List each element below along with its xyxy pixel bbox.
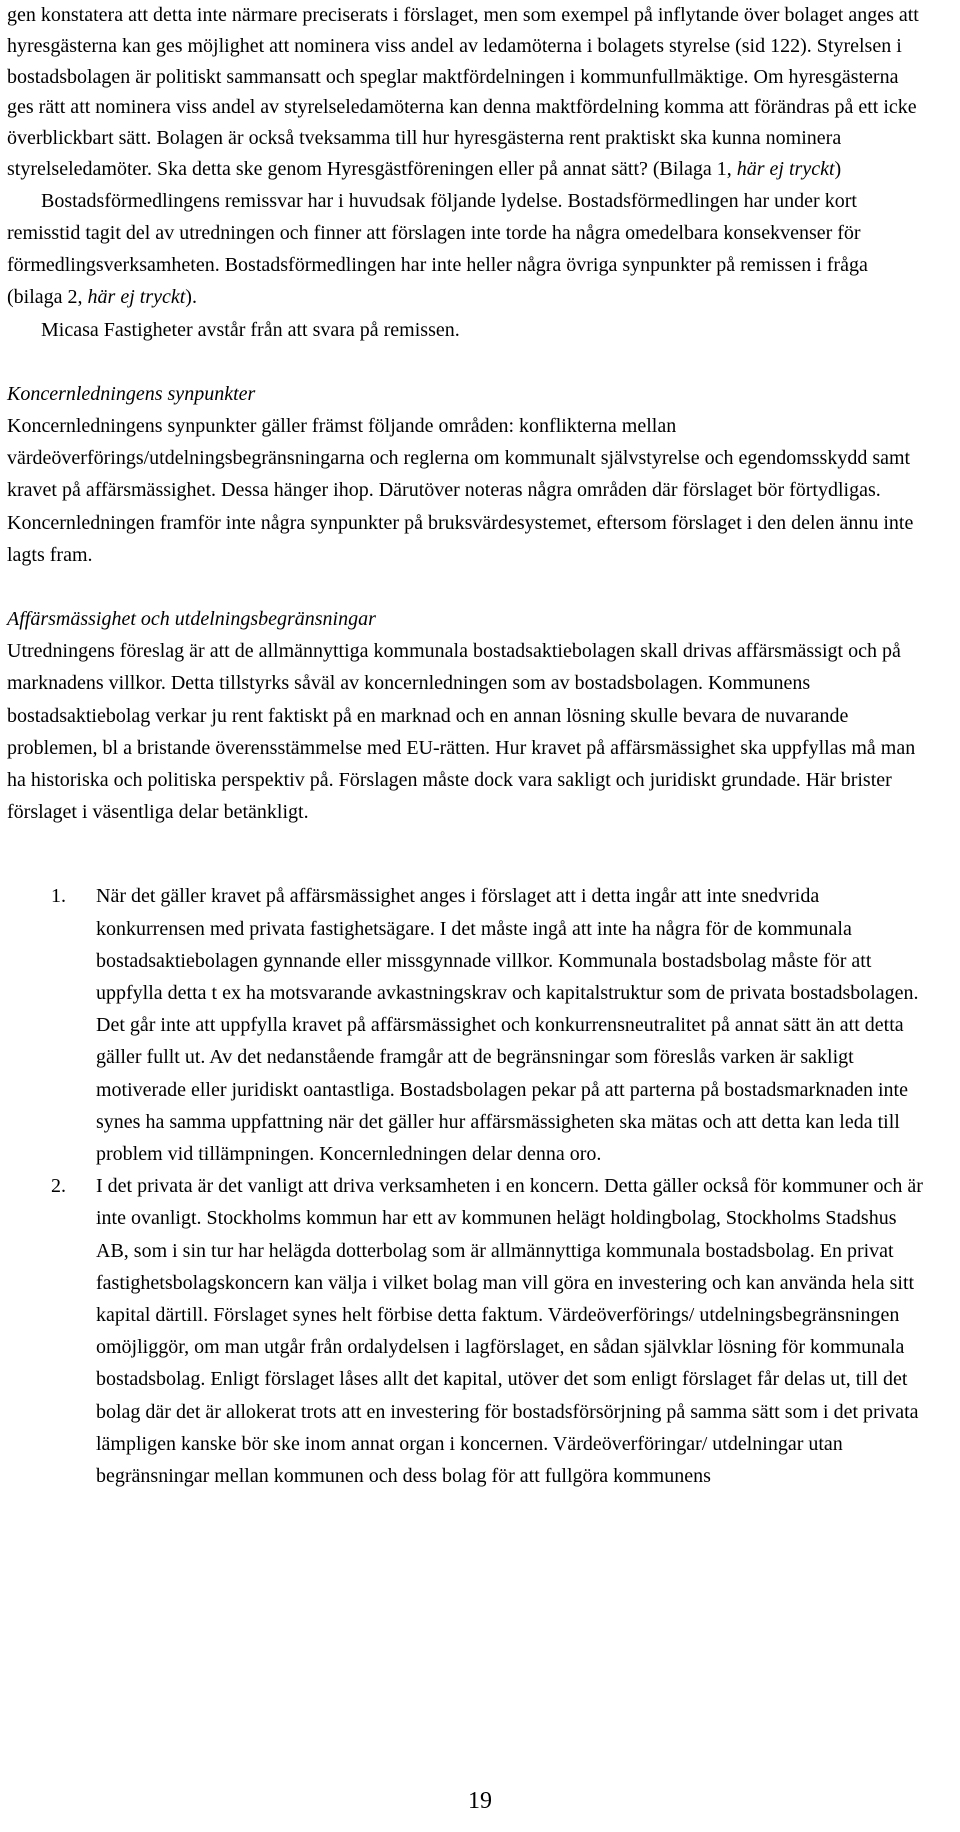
- list-item-text: När det gäller kravet på affärsmässighet anges i förslaget att i detta ingår att inte snedvrida konkurrensen med privata fastighetsägare. I det måste ingå att inte ha några för de kommunala bostadsaktiebolagen gynnande eller missgynnade villkor. Kommunala bostadsbolag måste för att uppfylla detta t ex ha motsvarande avkastningskrav och kapitalstruktur som de privata bostadsbolagen. Det går inte att uppfylla kravet på affärsmässighet och konkurrensneutralitet på annat sätt än att detta gäller fullt ut. Av det nedanstående framgår att de begränsningar som föreslås varken är sakligt motiverade eller juridiskt oantastliga. Bostadsbolagen pekar på att parterna på bostadsmarknaden inte synes ha samma uppfattning när det gäller hur affärsmässigheten ska mätas och att detta kan leda till problem vid tillämpningen. Koncernledningen delar denna oro.: [96, 885, 919, 1166]
- bostadsformedlingen-paragraph: [7, 185, 927, 314]
- intro-paragraph: [7, 0, 927, 185]
- section-body-affarsmassighet: Utredningens föreslag är att de allmännyttiga kommunala bostadsaktiebolagen skall drivas affärsmässigt och på marknadens villkor. Detta tillstyrks såväl av koncernledningen som av bostadsbolagen. Kommunens bostadsaktiebolag verkar ju rent faktiskt på en marknad och en annan lösning skulle bevara de nuvarande problemen, bl a bristande överensstämmelse med EU-rätten. Hur kravet på affärsmässighet ska uppfyllas må man ha historiska och politiska perspektiv på. Förslagen måste dock vara sakligt och juridiskt grundade. Här brister förslaget i väsentliga delar betänkligt.: [7, 640, 916, 824]
- numbered-list: [7, 880, 927, 1492]
- intro-text: gen konstatera att detta inte närmare preciserats i förslaget, men som exempel på inflytande över bolaget anges att hyresgästerna kan ges möjlighet att nominera viss andel av ledamöterna i bolagets styrelse (sid 122). Styrelsen i bostadsbolagen är politiskt sammansatt och speglar maktfördelningen i kommunfullmäktige. Om hyresgästerna ges rätt att nominera viss andel av styrelseledamöterna kan denna maktfördelning komma att förändras på ett icke överblickbart sätt. Bolagen är också tveksamma till hur hyresgästerna rent praktiskt ska kunna nominera styrelseledamöter. Ska detta ske genom Hyresgästföreningen eller på annat sätt? (Bilaga 1,: [7, 4, 919, 180]
- bostadsformedlingen-italic-note: här ej tryckt: [87, 286, 186, 309]
- section-body-koncernledningen: Koncernledningens synpunkter gäller främst följande områden: konflikterna mellan värdeöverförings/utdelningsbegränsningarna och reglerna om kommunalt självstyrelse och egendomsskydd samt kravet på affärsmässighet. Dessa hänger ihop. Därutöver noteras några områden där förslaget bör förtydligas. Koncernledningen framför inte några synpunkter på bruksvärdesystemet, eftersom förslaget i den delen ännu inte lagts fram.: [7, 415, 914, 566]
- bostadsformedlingen-text-end: ).: [185, 286, 197, 309]
- list-item-number: 1.: [51, 885, 66, 908]
- list-item: [7, 880, 927, 1170]
- list-item-text: I det privata är det vanligt att driva verksamheten i en koncern. Detta gäller också för kommuner och är inte ovanligt. Stockholms kommun har ett av kommunen helägt holdingbolag, Stockholms Stadshus AB, som i sin tur har helägda dotterbolag som är allmännyttiga kommunala bostadsbolag. En privat fastighetsbolagskoncern kan välja i vilket bolag man vill göra en investering och kan använda hela sitt kapital därtill. Förslaget synes helt förbise detta faktum. Värdeöverförings/ utdelningsbegränsningen omöjliggör, om man utgår från ordalydelsen i lagförslaget, en sådan självklar lösning för kommunala bostadsbolag. Enligt förslaget låses allt det kapital, utöver det som enligt förslaget får delas ut, till det bolag där det är allokerat trots att en investering för bostadsförsörjning på samma sätt som i det privata lämpligen kanske bör ske inom annat organ i koncernen. Värdeöverföringar/ utdelningar utan begränsningar mellan kommunen och dess bolag för att fullgöra kommunens: [96, 1175, 923, 1488]
- page-number: 19: [468, 1788, 492, 1814]
- section-heading-affarsmassighet: Affärsmässighet och utdelningsbegränsningar: [7, 608, 376, 631]
- list-item: [7, 1170, 927, 1492]
- section-heading-koncernledningen: Koncernledningens synpunkter: [7, 382, 256, 405]
- document-page: [7, 0, 927, 1512]
- intro-italic-note: här ej tryckt: [736, 157, 835, 180]
- intro-text-end: ): [834, 157, 842, 180]
- micasa-paragraph: Micasa Fastigheter avstår från att svara på remissen.: [41, 318, 460, 341]
- bostadsformedlingen-text: Bostadsförmedlingens remissvar har i huvudsak följande lydelse. Bostadsförmedlingen har under kort remisstid tagit del av utredningen och finner att förslagen inte torde ha några omedelbara konsekvenser för förmedlingsverksamheten. Bostadsförmedlingen har inte heller några övriga synpunkter på remissen i fråga (bilaga 2,: [7, 189, 868, 309]
- list-item-number: 2.: [51, 1175, 66, 1198]
